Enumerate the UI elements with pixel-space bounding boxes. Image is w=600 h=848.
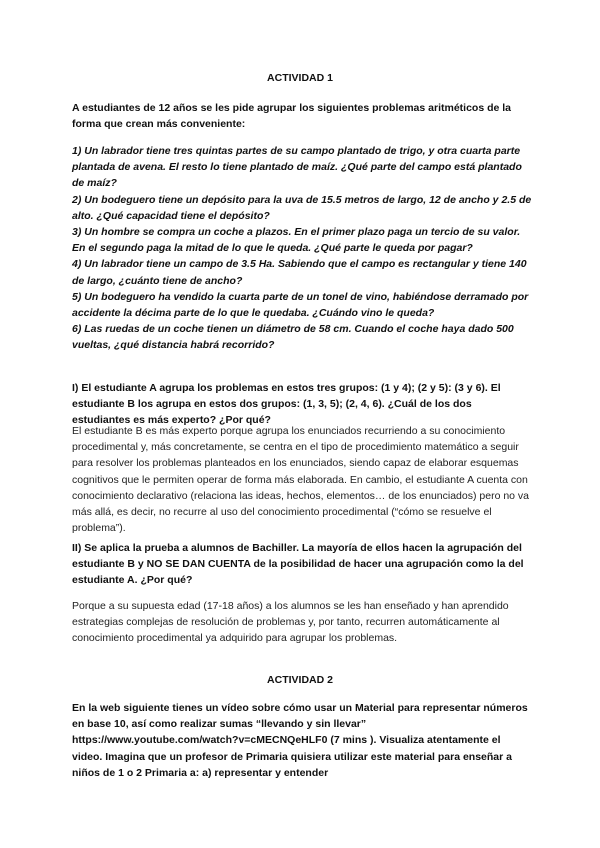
answer-2: Porque a su supuesta edad (17-18 años) a los alumnos se les han enseñado y han aprendido estrategias complejas de resolución de problemas y, por tanto, recurren automáticamente al conocimiento procedimental ya adquirido para agrupar los problemas. <box>72 600 509 645</box>
problem-item: 3) Un hombre se compra un coche a plazos. En el primer plazo paga un tercio de su valor. En el segundo paga la mitad de lo que le queda. ¿Qué parte le queda por pagar? <box>72 226 521 255</box>
problem-item: 5) Un bodeguero ha vendido la cuarta parte de un tonel de vino, habiéndose derramado por accidente la décima parte de lo que le quedaba. ¿Cuándo vino le queda? <box>72 290 529 320</box>
activity2-title: ACTIVIDAD 2 <box>267 674 333 686</box>
activity1-title: ACTIVIDAD 1 <box>267 72 333 84</box>
answer-1: El estudiante B es más experto porque agrupa los enunciados recurriendo a su conocimiento procedimental y, más concretamente, se centra en el tipo de procedimiento matemático a seguir para resolver los problemas planteados en los enunciados, siendo capaz de elaborar esquemas cognitivos que le permiten operar de forma más elaborada. En cambio, el estudiante A cuenta con conocimiento declarativo (relaciona las ideas, hechos, elementos… de los enunciados) pero no va más allá, es decir, no recurre al uso del conocimiento procedimental (“cómo se resuelve el problema”). <box>72 425 530 535</box>
problem-item: 1) Un labrador tiene tres quintas partes de su campo plantado de trigo, y otra cuarta parte plantada de avena. El resto lo tiene plantado de maíz. ¿Qué parte del campo está plantado de maíz? <box>72 145 522 190</box>
problem-item: 6) Las ruedas de un coche tienen un diámetro de 58 cm. Cuando el coche haya dado 500 vueltas, ¿qué distancia habrá recorrido? <box>72 323 514 352</box>
activity1-intro: A estudiantes de 12 años se les pide agrupar los siguientes problemas aritméticos de la forma que crean más conveniente: <box>72 102 512 131</box>
question-2: II) Se aplica la prueba a alumnos de Bachiller. La mayoría de ellos hacen la agrupación del estudiante B y NO SE DAN CUENTA de la posibilidad de hacer una agrupación como la del estudiante A. ¿Por qué? <box>72 542 524 587</box>
problem-list <box>72 143 532 354</box>
question-1: I) El estudiante A agrupa los problemas en estos tres grupos: (1 y 4); (2 y 5): (3 y 6). El estudiante B los agrupa en estos dos grupos: (1, 3, 5); (2, 4, 6). ¿Cuál de los dos estudiantes es más experto? ¿Por qué? <box>72 382 501 427</box>
problem-item: 2) Un bodeguero tiene un depósito para la uva de 15.5 metros de largo, 12 de ancho y 2.5 de alto. ¿Qué capacidad tiene el depósito? <box>72 193 532 222</box>
activity2-text: En la web siguiente tienes un vídeo sobre cómo usar un Material para representar números en base 10, así como realizar sumas “llevando y sin llevar” https://www.youtube.com/watch?v=cMECNQeHLF0 (7 mins ). Visualiza atentamente el video. Imagina que un profesor de Primaria quisiera utilizar este material para enseñar a niños de 1 o 2 Primaria a: a) representar y entender <box>72 702 528 779</box>
problem-item: 4) Un labrador tiene un campo de 3.5 Ha. Sabiendo que el campo es rectangular y tiene 140 de largo, ¿cuánto tiene de ancho? <box>72 258 527 287</box>
